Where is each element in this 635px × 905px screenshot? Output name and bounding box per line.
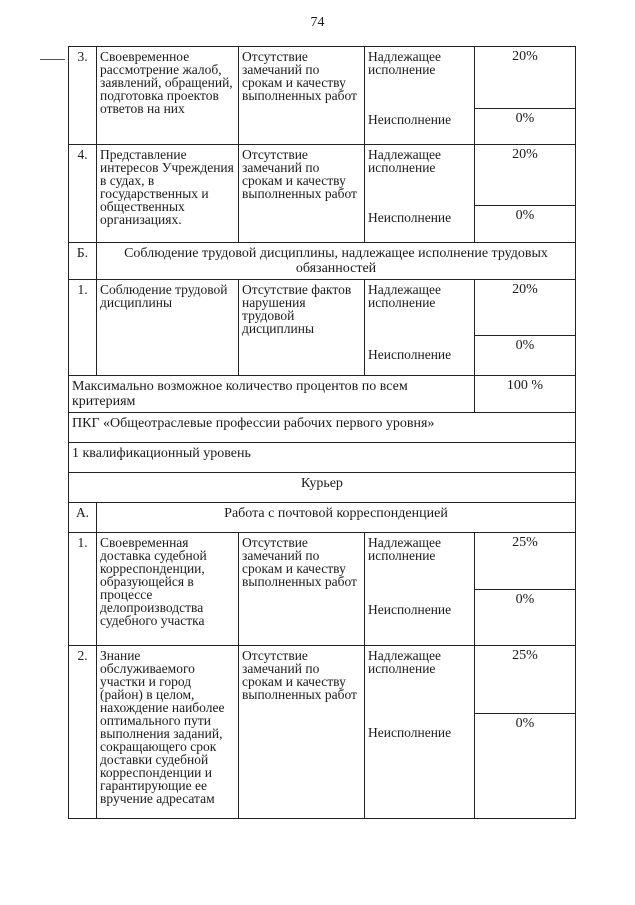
table-row	[69, 280, 576, 336]
max-percent-label: Максимально возможное количество процентов по всем критериям	[69, 376, 475, 413]
task-cell: Своевременная доставка судебной корреспонденции, образующейся в процессе делопроизводства судебного участка	[97, 533, 239, 646]
row-number: 3.	[69, 47, 97, 145]
row-number: 1.	[69, 280, 97, 376]
task-cell: Соблюдение трудовой дисциплины	[97, 280, 239, 376]
good-percent: 25%	[475, 646, 576, 714]
table-row	[69, 47, 576, 109]
table-row	[69, 646, 576, 714]
qualification-level: 1 квалификационный уровень	[69, 443, 576, 473]
row-number: 4.	[69, 145, 97, 243]
bad-label: Неисполнение	[368, 725, 452, 740]
good-label: Надлежащее исполнение	[368, 282, 442, 310]
good-label: Надлежащее исполнение	[368, 49, 442, 77]
criterion-cell: Отсутствие фактов нарушения трудовой дисциплины	[239, 280, 365, 376]
task-cell: Знание обслуживаемого участки и город (район) в целом, нахождение наиболее оптимального пути выполнения заданий, сокращающего срок доставки судебной корреспонденции и гарантирующие ее вручение адресатам	[97, 646, 239, 819]
bad-label: Неисполнение	[368, 347, 452, 362]
role-heading: Курьер	[69, 473, 576, 503]
good-label: Надлежащее исполнение	[368, 648, 442, 676]
row-number: 2.	[69, 646, 97, 819]
task-cell: Своевременное рассмотрение жалоб, заявлений, обращений, подготовка проектов ответов на них	[97, 47, 239, 145]
page-number: 74	[310, 15, 325, 30]
evaluation-cell	[365, 47, 475, 145]
bad-percent: 0%	[475, 714, 576, 819]
section-letter: Б.	[69, 243, 97, 280]
bad-percent: 0%	[475, 336, 576, 376]
criterion-cell: Отсутствие замечаний по срокам и качеству выполненных работ	[239, 47, 365, 145]
section-row	[69, 503, 576, 533]
evaluation-cell	[365, 646, 475, 819]
criterion-cell: Отсутствие замечаний по срокам и качеству выполненных работ	[239, 145, 365, 243]
evaluation-cell	[365, 280, 475, 376]
criterion-cell: Отсутствие замечаний по срокам и качеству выполненных работ	[239, 533, 365, 646]
evaluation-cell	[365, 145, 475, 243]
section-title: Работа с почтовой корреспонденцией	[97, 503, 576, 533]
bad-label: Неисполнение	[368, 210, 452, 225]
section-letter: А.	[69, 503, 97, 533]
section-row	[69, 243, 576, 280]
total-row	[69, 376, 576, 413]
bad-percent: 0%	[475, 206, 576, 243]
evaluation-cell	[365, 533, 475, 646]
good-percent: 25%	[475, 533, 576, 590]
criteria-table	[68, 46, 576, 819]
table-row	[69, 533, 576, 590]
row-number: 1.	[69, 533, 97, 646]
bad-percent: 0%	[475, 109, 576, 145]
section-title: Соблюдение трудовой дисциплины, надлежащее исполнение трудовых обязанностей	[97, 243, 576, 280]
bad-percent: 0%	[475, 590, 576, 646]
table-row	[69, 145, 576, 206]
good-percent: 20%	[475, 280, 576, 336]
good-percent: 20%	[475, 47, 576, 109]
pkg-heading: ПКГ «Общеотраслевые профессии рабочих первого уровня»	[69, 413, 576, 443]
good-percent: 20%	[475, 145, 576, 206]
max-percent-value: 100 %	[475, 376, 576, 413]
bad-label: Неисполнение	[368, 112, 452, 127]
margin-mark	[40, 59, 65, 60]
bad-label: Неисполнение	[368, 602, 452, 617]
good-label: Надлежащее исполнение	[368, 535, 442, 563]
criterion-cell: Отсутствие замечаний по срокам и качеству выполненных работ	[239, 646, 365, 819]
good-label: Надлежащее исполнение	[368, 147, 442, 175]
task-cell: Представление интересов Учреждения в судах, в государственных и общественных организациях.	[97, 145, 239, 243]
